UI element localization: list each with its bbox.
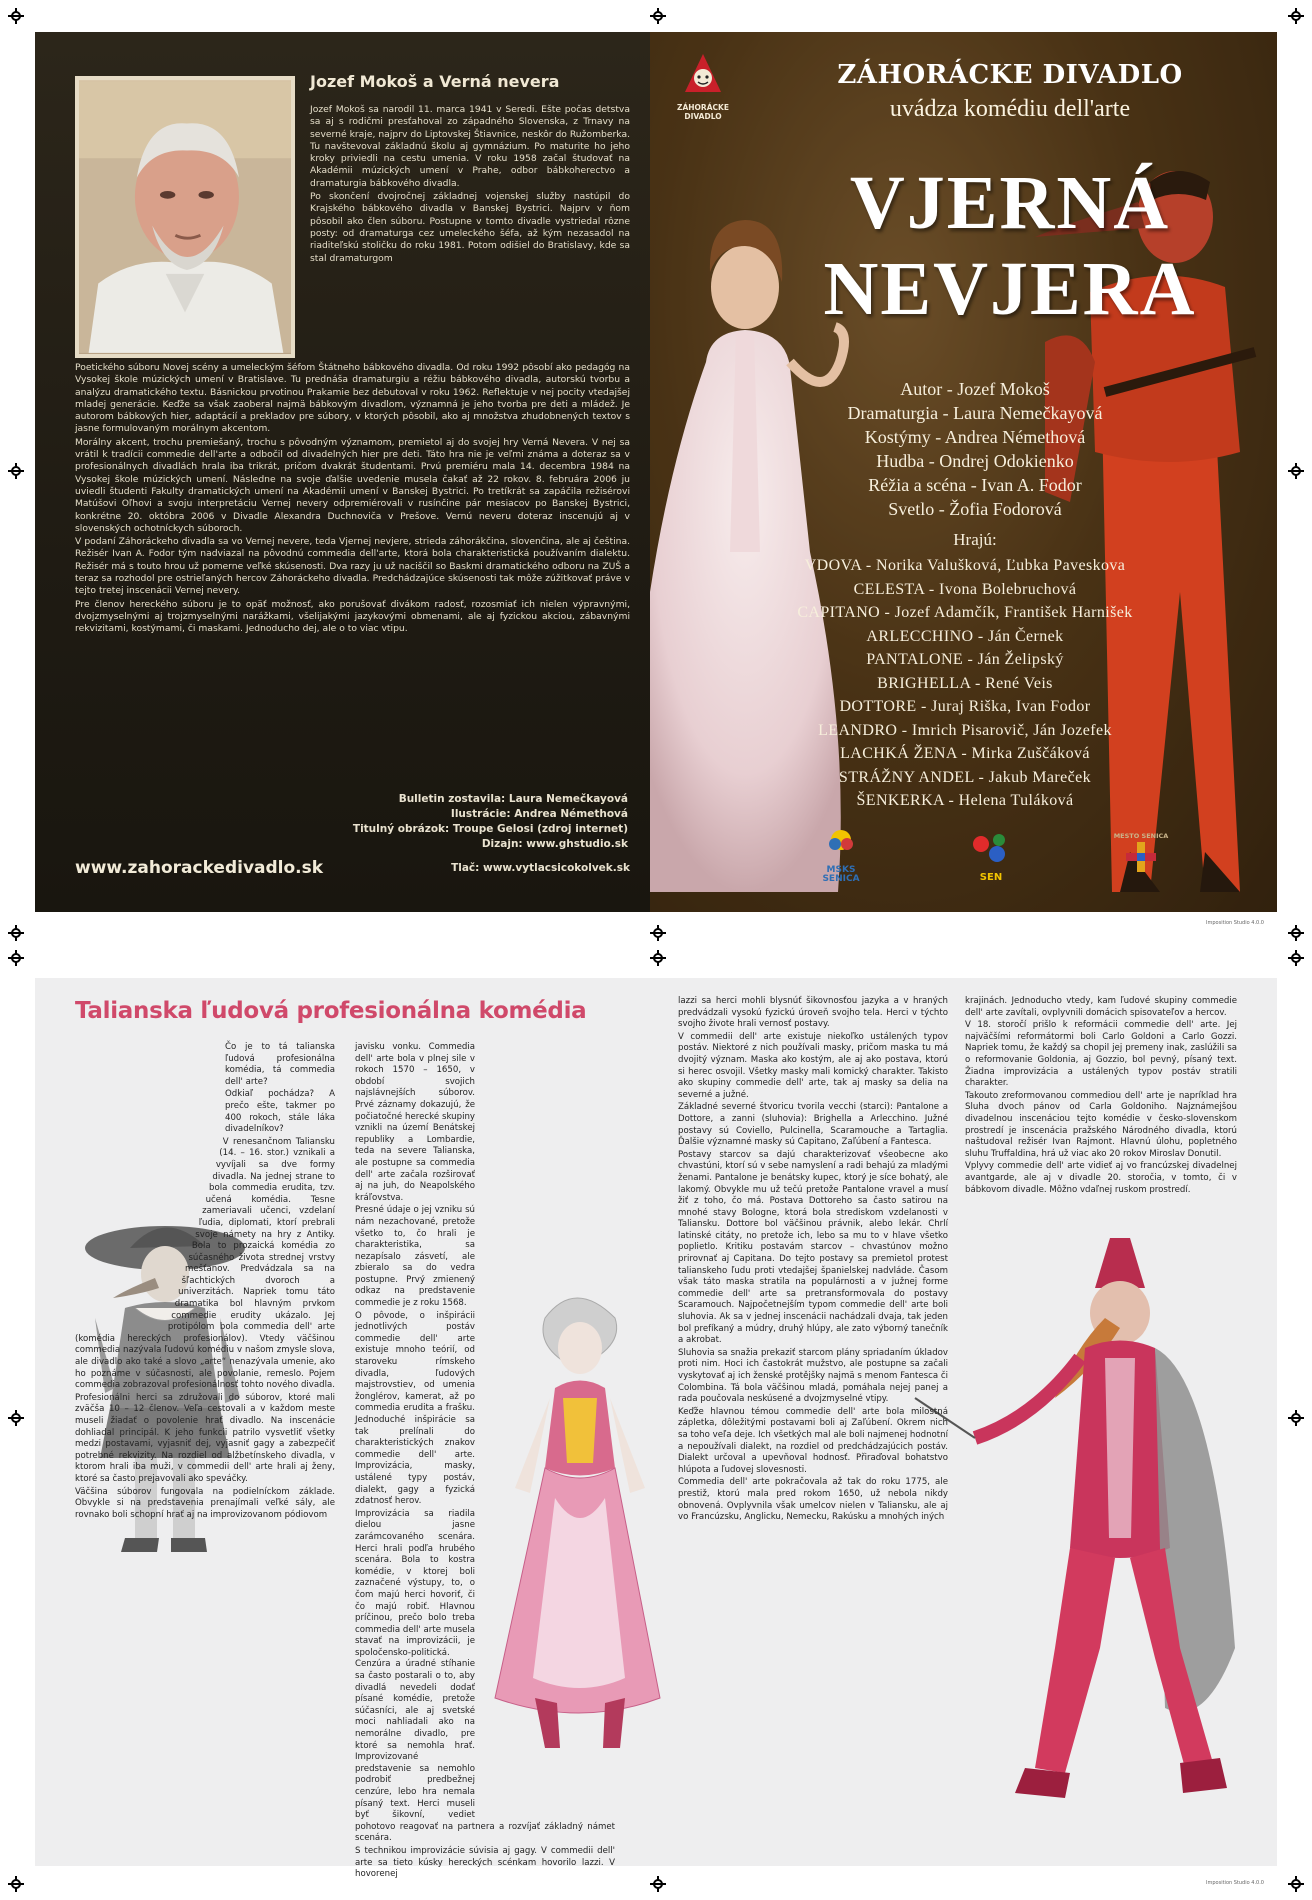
crew-item: Autor - Jozef Mokoš [900,379,1050,399]
article-paragraph: Väčšina súborov fungovala na podielníckom základe. Obvykle si na predstavenia prenajímali veľké sály, ale rovnako boli schopní hrať aj na improvizovanom pódiovom [75,1486,335,1520]
article-paragraph: O pôvode, o inšpirácii jednotlivých postáv commedie dell' arte existuje mnoho teórií, od staroveku rímskeho divadla, ľudových majstrovstiev, od umenia žonglérov, kamerat, až po commedia erudita a frašku. Jednoduché inšpirácie sa tak prelínali do charakteristických znakov commedie dell' arte. Improvizácia, masky, ustálené typy postáv, dialekt, gagy a fyzická zdatnosť herov. [355,1310,475,1507]
bio-paragraph: Jozef Mokoš sa narodil 11. marca 1941 v Seredi. Ešte počas detstva sa aj s rodičmi presťahoval zo západného Slovenska, z Trnavy na severné kraje, najprv do Liptovskej Štiavnice, neskôr do Ružomberka. Tu navštevoval základnú školu aj gymnázium. Po maturite ho jeho kroky priviedli na cestu umenia. V roku 1958 začal študovať na Akadémii múzických umení v Prahe, odbor bábkoherectvo a dramaturgia bábkového divadla. [310,104,630,189]
cast-item: LEANDRO - Imrich Pisarovič, Ján Jozefek [818,721,1112,739]
registration-mark [650,950,666,966]
portrait-illustration [79,80,291,354]
registration-mark [1288,950,1304,966]
cast-item: PANTALONE - Ján Želipský [866,651,1064,668]
msks-logo-text: MSKS SENICA [822,865,860,884]
credit-line: Bulletin zostavila: Laura Nemečkayová [398,793,628,805]
back-cover-page [35,32,650,912]
partner-logos [810,828,1190,892]
registration-mark [8,1410,24,1426]
bio-paragraph: Poetického súboru Novej scény a umeleckým šéfom Štátneho bábkového divadla. Od roku 1992 pôsobí ako pedagóg na Vysokej škole múzických umení v Bratislave. Tu prednáša dramaturgiu a réžiu bábkového divadla, autorskú tvorbu a analýzu dramatického textu. Básnickou prvotinou Prakamie bez debutoval v roku 1962. Reflektuje v nej pocity vtedajšej mladej generácie. Keďže sa však zaoberal najmä bábkovým divadlom, významná je jeho tvorba pre deti a mládež. Je autorom bábkových hier, adaptácií a prekladov pre súbory, v ktorých pôsobil, ako aj množstva zhudobnených textov s jasne formulovaným morálnym akcentom. [75,362,630,435]
registration-mark [8,950,24,966]
crew-item: Dramaturgia - Laura Nemečkayová [847,403,1103,423]
company-name: ZÁHORÁCKE DIVADLO [837,60,1183,90]
article-title: Talianska ľudová profesionálna komédia [75,998,587,1024]
bio-title: Jozef Mokoš a Verná nevera [310,72,560,91]
article-paragraph: Odkiaľ pochádza? A prečo ešte, takmer po 400 rokoch, stále láka divadelníkov? [225,1089,335,1135]
bio-paragraph: Morálny akcent, trochu premiešaný, trochu s pôvodným významom, premietol aj do svojej hry Verná Nevera. V nej sa vrátil k tradícii commedie dell'arte a odbočil od divadelných hier pre deti. Táto hra nie je veľmi známa a doteraz sa v profesionálnych divadlách hrala iba trikrát, pričom dvakrát študentami. Prvú premiéru mala 14. decembra 1984 na Vysokej škole múzických umení. Následne na svoje ďalšie uvedenie musela čakať až 22 rokov. 8. februára 2006 ju uviedli študenti Fakulty dramatických umení na Akadémii umení v Banskej Bystrici. Po tretíkrát sa zapáčila režisérovi Matúšovi Oľhovi a svoju interpretáciu Vernej nevery odpremiérovali v rusínčine pár mesiacov po Banskej Bystrici, konkrétne 20. októbra 2006 v Divadle Alexandra Duchnoviča v Prešove. Vernú neveru doteraz inscenujú aj v slovenských ochotníckych súboroch. [75,436,630,534]
article-paragraph: Postavy starcov sa dajú charakterizovať všeobecne ako chvastúni, ktorí sú v sebe namyslení a radi behajú za mladými ženami. Pantalone je benátsky kupec, ktorý je síce bohatý, ale lakomý. Obvykle mu už tečú pretože Pantalone vravel a musí žiť z toho, čo má. Postava Dottoreho sa často satirou na mnohé stavy Bologne, ktorá bola strediskom vzdelanosti v Taliansku. Dottore bol väčšinou právnik, alebo lekár. Chrlí latinské citáty, no pretože ich, lebo sa mu to v hlave všetko poplietlo. Kritiku postavám starcov – chvastúnov možno prirovnať aj Capitana. Do tejto postavy sa premietol protest talianskeho ľudu proti vtedajšej španielskej nadvláde. Časom však táto maska stratila na populárnosti a v južnej forme commedie dell' arte sa pretransformovala do postavy Scaramouch. Najpočetnejším typom commedie dell' arte boli sluhovia. Ak sa v jednej inscenácii nachádzali dvaja, tak jeden bol prefíkaný a múdry, druhý hlúpy, ale zato výborný tanečník a akrobat. [678,1149,948,1346]
article-column-4 [965,996,1237,1346]
crew-item: Réžia a scéna - Ivan A. Fodor [868,475,1082,495]
msks-logo-icon [821,828,861,862]
article-paragraph: Improvizácia sa riadila dielou jasne zarámcovaného scenára. Herci hrali podľa hrubého scenára. Bola to kostra komédie, v ktorej boli zaznačené výstupy, to, o čom majú herci hovoriť, či čo majú robiť. Hlavnou príčinou, prečo bolo treba commedia dell' arte musela stavať na improvizácii, je spoločensko-politická. Cenzúra a úradné stíhanie sa často postarali o to, aby divadlá nevedeli dodať písané komédie, pretože súčasníci, ale aj svetské moci nahliadali ako na nemorálne divadlo, pre ktoré sa nemohla hrať. Improvizované predstavenie sa nemohlo podrobiť predbežnej cenzúre, lebo hra nemala písaný text. Herci museli byť šikovní, vediet pohotovo reagovať na partnera a rozvíjať základný námet scenára. [355,1508,615,1844]
crew-item: Svetlo - Žofia Fodorová [888,499,1062,519]
bio-text-column [310,104,630,360]
article-paragraph: V commedii dell' arte existuje niekoľko ustálených typov postáv. Niektoré z nich používali masky, pričom maska tu má dvojitý význam. Maska ako kostým, ale aj ako postava, ktorú si herec osvojil. Všetky masky mali komický charakter. Takisto ako skupiny commedie dell' arte, tak aj masky sa delia na severné a južné. [678,1031,948,1100]
cast-item: ARLECCHINO - Ján Černek [866,627,1064,645]
registration-mark [650,8,666,24]
sen-logo [960,828,1022,890]
front-cover-page [650,32,1277,912]
cast-item: BRIGHELLA - René Veis [877,674,1053,692]
registration-mark [1288,1410,1304,1426]
cast-item: DOTTORE - Juraj Riška, Ivan Fodor [839,698,1091,715]
cast-item: LACHKÁ ŽENA - Mirka Zuščáková [840,745,1090,762]
bio-paragraph: Pre členov hereckého súboru je to opäť možnosť, ako porušovať divákom radosť, rozosmiať ich nielen výpravnými, dvojzmyselnými aj trojzmyselnými narážkami, všelijakými jazykovými obmenami, ale aj fyzickou akciou, zábavnými rekvizitami, kostýmami, či maskami. Jednoducho dej, ale o to viac vtipu. [75,598,630,635]
article-paragraph: Čo je to tá talianska ľudová profesionálna komédia, tá commedia dell' arte? [225,1042,335,1087]
illustration-wrap-space [475,1342,615,1812]
logo-text-line: DIVADLO [684,112,722,121]
sen-logo-text: SEN [979,872,1003,883]
article-paragraph: V 18. storočí prišlo k reformácii commedie dell' arte. Jej najväčšími reformátormi boli Carlo Goldoni a Carlo Gozzi. Napriek tomu, že každý sa chopil jej premeny inak, zaslúžili sa o reformovanie Goldonia, aj Gozzio, bol pevný, písaný text. Žiadna improvizácia a ustálených typov postáv stratili charakter. [965,1020,1237,1089]
article-column-3 [678,996,948,1854]
article-paragraph: javisku vonku. Commedia dell' arte bola v plnej sile v rokoch 1570 – 1650, v období svojich najslávnejších súborov. Prvé záznamy dokazujú, že počiatočné herecké skupiny vznikli na území Benátskej republiky a Lombardie, teda na severe Talianska, ale postupne sa commedia dell' arte začala rozširovať aj na juh, do Neapolského kráľovstva. [355,1042,475,1203]
cast-item: VDOVA - Norika Valušková, Ľubka Paveskova [804,557,1126,574]
theatre-logo [672,52,734,121]
registration-mark [8,1876,24,1892]
author-portrait [75,76,295,358]
article-paragraph: Commedia dell' arte pokračovala až tak do roku 1775, ale prestiž, ktorú mala pred rokom 1650, už nebola nikdy obnovená. Ovplyvnila však umelcov nielen v Taliansku, ale aj vo Francúzsku, Anglicku, Nemecku, Rakúsku a mnohých iných [678,1477,948,1523]
registration-mark [1288,1876,1304,1892]
print-credit: Tlač: www.vytlacsicokolvek.sk [451,862,630,874]
bulletin-cover-spread [35,32,1277,912]
article-paragraph: krajinách. Jednoducho vtedy, kam ľudové skupiny commedie dell' arte zavítali, ovplyvnili domácich spisovateľov a hercov. [965,996,1237,1018]
registration-mark [1288,463,1304,479]
registration-mark [8,8,24,24]
cast-item: ŠENKERKA - Helena Tuláková [856,792,1074,809]
crew-list [745,377,1205,521]
theatre-logo-icon [681,52,725,96]
article-paragraph: Presné údaje o jej vzniku sú nám nezachované, pretože všetko to, čo hrali je charakteristika, sa nezapísalo zásvetí, ale zbieralo sa do vedra postupne. Prvý zmienený odkaz na predstavenie commedie je z roku 1568. [355,1205,475,1309]
theatre-website-link[interactable]: www.zahorackedivadlo.sk [75,858,324,878]
credit-footer [75,858,630,878]
mesto-senica-logo [1110,828,1172,890]
bio-paragraph: V podaní Záhoráckeho divadla sa vo Vernej nevere, teda Vjernej nevjere, strieda záhorákčina, slovenčina, ale aj čeština. Režisér Ivan A. Fodor tým nadviazal na pôvodnú commedia dell'arte, ktorá bola charakteristická používaním dialektu. Režisér má s touto hrou už pomerne veľké skúsenosti. Dva razy ju už naciščil so Baskmi dramatického odboru na ZUŠ a teraz sa rozhodol pre ostrieľaných hercov Záhoráckeho divadla. Predchádzajúce skúsenosti tak môže zúžitkovať práve v tejto tretej inscenácii Vernej nevery. [75,536,630,597]
registration-mark [650,925,666,941]
cast-item: STRÁŽNY ANDEL - Jakub Mareček [838,768,1092,786]
article-column-1 [75,1042,335,1854]
crew-item: Kostýmy - Andrea Némethová [864,427,1086,447]
play-title-line-1: VJERNÁ [849,161,1171,245]
imposition-note: Imposition Studio 4.0.0 [1206,1880,1264,1886]
registration-mark [1288,925,1304,941]
cast-list [705,554,1225,813]
cast-item: CAPITANO - Jozef Adamčík, František Harnišek [797,604,1133,621]
credit-line: Ilustrácie: Andrea Némethová [450,808,628,820]
registration-mark [650,1876,666,1892]
registration-mark [8,463,24,479]
article-column-2 [355,1042,615,1880]
article-paragraph: Základné severné štvoricu tvorila vecchi (starci): Pantalone a Dottore, a zanni (sluhovia): Brighella a Arlecchino. Južné postavy sú Coviello, Pulcinella, Scaramouche a Tartaglia. Ďalšie významné masky sú Capitano, Zaľúbení a Fantesca. [678,1102,948,1148]
article-paragraph: Sluhovia sa snažia prekaziť starcom plány spriadaním úkladov proti nim. Hoci ich častokrát mužstvo, ale postupne sa začali vyskytovať aj ich ženské protějšky najmä s menom Fantesca či Colombina. Tá bola väčšinou mladá, pomáhala nejej panej a rada poučovala neskúsené a dvojzmyselné vtipy. [678,1347,948,1405]
cast-heading: Hrajú: [953,530,997,549]
bio-paragraph: Po skončení dvojročnej základnej vojenskej služby nastúpil do Krajského bábkového divadla v Banskej Bystrici. Najprv v ňom pôsobil ako člen súboru. Postupne v tomto divadle vystriedal rôzne posty: od dramaturga cez umeleckého šéfa, až kým nezasadol na riaditeľskú stoličku do roku 1981. Potom odišiel do Bratislavy, kde sa stal dramaturgom [310,191,630,264]
article-paragraph: V renesančnom Taliansku (14. – 16. stor.) vznikali a vyvíjali sa dve formy divadla. Na jednej strane to bola commedia erudita, tzv. učená komédia. Tesne zameriavali učenci, vzdelaní ľudia, diplomati, ktorí prebrali svoje námety na hry z Antiky. Bola to prozaická komédia zo súčasného života strednej vrstvy mešťanov. Predvádzala sa na šľachtických dvoroch a univerzitách. Napriek tomu táto dramatika bol hlavným prvkom commedie erudity ukázalo. Jej protipólom bola commedia dell' arte (komédia hereckých profesionálov). Vtedy väčšinou commedia nazývala ľudovú komédiu v našom zmysle slova, ale divadlo ako také a slovo „arte“ nenazývala umenie, ako ho poznáme v súčasnosti, ale povolanie, remeslo. Pojem commedia zobrazoval profesionálnosť tohto nového divadla. [75,1136,335,1391]
logo-text-line: ZÁHORÁCKE [677,103,729,112]
article-paragraph: S technikou improvizácie súvisia aj gagy. V commedii dell' arte sa tieto kúsky hereckých scénkam hovorilo lazzi. V hovorenej [355,1845,615,1880]
sen-logo-icon [969,828,1013,868]
presents-line: uvádza komédiu dell'arte [889,96,1131,122]
credit-line: Titulný obrázok: Troupe Gelosi (zdroj internet) [352,823,628,835]
mesto-logo-text: MESTO SENICA [1113,832,1169,840]
cast-item: CELESTA - Ivona Bolebruchová [853,580,1077,598]
registration-mark [8,925,24,941]
article-paragraph: Vplyvy commedie dell' arte vidieť aj vo francúzskej divadelnej avantgarde, ale aj v divadle 20. storočia, v tomto, či v bábkovom divadle. Môžno vdaľnej ruskom prostredí. [965,1161,1237,1195]
article-paragraph: Takouto zreformovanou commediou dell' arte je napríklad hra Sluha dvoch pánov od Carla Goldoniho. Najznámejšou divadelnou inscenáciou tejto komédie v česko-slovenskom prostredí je inscenácia pražského Národného divadla, ktorú naštudoval režisér Ivan Rajmont. Hlavnú úlohu, popletného sluhu Truffaldina, hrá už viac ako 20 rokov Miroslav Donutil. [965,1090,1237,1159]
mesto-logo-icon [1121,840,1161,876]
registration-mark [1288,8,1304,24]
article-paragraph: Profesionálni herci sa združovali do súborov, ktoré mali zväčša 10 – 12 členov. Veľa cestovali a v každom meste museli žiadať o povolenie hrať divadlo. Na inscenácie dohliadal principál. K jeho funkcii patrilo vysvetliť všetky medzi postavami, vyjasniť dej, vyjasniť gagy a zabezpečiť potrebné rekvizity. Na rozdiel od alžbetínskeho divadla, v ktorom hrali iba muži, v commedii dell' arte hrali aj ženy, ktoré sa často prejavovali ako speváčky. [75,1392,335,1484]
theatre-logo-text [672,103,734,121]
article-paragraph: lazzi sa herci mohli blysnúť šikovnosťou jazyka a v hraných predvádzali vysokú fyzickú úroveň svojho tela. Herci v týchto svojho živote hrali vernosť postavy. [678,996,948,1030]
credit-line: Dizajn: www.ghstudio.sk [481,838,628,850]
msks-senica-logo [810,828,872,890]
bulletin-inner-spread [35,978,1277,1880]
bio-text-full [75,362,630,818]
crew-item: Hudba - Ondrej Odokienko [876,451,1074,471]
play-title-line-2: NEVJERA [823,247,1197,331]
article-paragraph: Keďže hlavnou témou commedie dell' arte bola milostná zápletka, dôležitými postavami boli aj Zaľúbení. Okrem nich sa toho veľa deje. Ich všetkých mal ale boli najmenej hodnotní a nepoužívali dialekt, na rozdiel od predchádzajúcich postáv. Dialekt určoval a upevňoval hodnosť. Přiraďoval bohatstvo hlúpota a ľudovej slovesnosti. [678,1406,948,1475]
bulletin-credits [208,792,628,852]
imposition-note: Imposition Studio 4.0.0 [1206,920,1264,926]
